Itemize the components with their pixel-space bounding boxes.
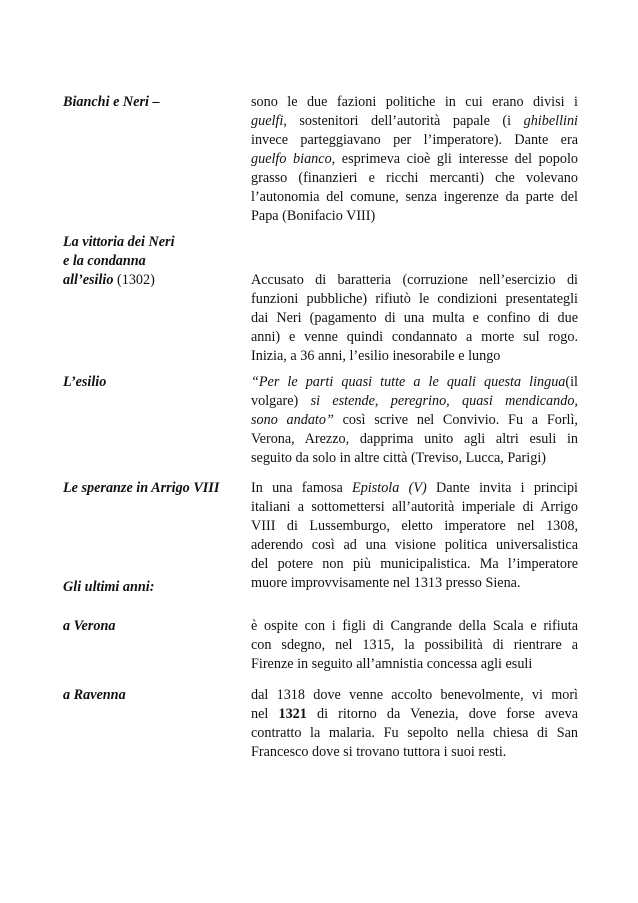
label-line: La vittoria dei Neri: [63, 234, 175, 250]
label-text: Bianchi e Neri –: [63, 94, 160, 110]
text-line: dai Neri (pagamento di una multa e confino di due: [251, 310, 578, 326]
text-line: nel 1321 di ritorno da Venezia, dove forse aveva: [251, 706, 578, 722]
italic-text: si estende, peregrino, quasi mendicando,: [310, 393, 578, 409]
label-year: (1302): [113, 272, 155, 288]
italic-text: guelfi: [251, 113, 284, 129]
text-line: l’autonomia del comune, senza ingerenze da parte del: [251, 189, 578, 205]
label-line: e la condanna: [63, 253, 146, 269]
section-text: [251, 479, 578, 593]
text-line: dal 1318 dove venne accolto benevolmente, vi morì: [251, 687, 578, 703]
section-text: [251, 271, 578, 366]
italic-text: sono andato”: [251, 412, 334, 428]
label-text: a Verona: [63, 618, 116, 634]
text-line: contratto la malaria. Fu sepolto nella chiesa di San: [251, 725, 578, 741]
text-line: Papa (Bonifacio VIII): [251, 208, 376, 224]
section-text: [251, 93, 578, 226]
section-label: [63, 686, 243, 705]
text-line: Firenze in seguito all’amnistia concessa agli esuli: [251, 656, 533, 672]
section-text: [251, 686, 578, 762]
text-line: In una famosa Epistola (V) Dante invita i principi: [251, 480, 578, 496]
italic-text: Epistola (V): [352, 480, 427, 496]
bold-text: 1321: [278, 706, 307, 722]
section-label: [63, 479, 243, 498]
label-text: Gli ultimi anni:: [63, 579, 155, 595]
label-text: Le speranze in Arrigo VIII: [63, 480, 220, 496]
text-line: sono le due fazioni politiche in cui erano divisi i: [251, 94, 578, 110]
section-label: [63, 578, 243, 597]
text-line: muore improvvisamente nel 1313 presso Siena.: [251, 575, 521, 591]
text-line: “Per le parti quasi tutte a le quali questa lingua(il: [251, 374, 578, 390]
text-line: Verona, Arezzo, dapprima unito agli altri esuli in: [251, 431, 578, 447]
label-text: L’esilio: [63, 374, 107, 390]
text-line: VIII di Lussemburgo, eletto imperatore nel 1308,: [251, 518, 578, 534]
section-label: [63, 373, 243, 392]
section-label: [63, 233, 243, 290]
text-line: del potere non più municipalistica. Ma l’imperatore: [251, 556, 578, 572]
text-line: invece parteggiavano per l’imperatore). Dante era: [251, 132, 578, 148]
label-text: a Ravenna: [63, 687, 126, 703]
text-line: è ospite con i figli di Cangrande della Scala e rifiuta: [251, 618, 578, 634]
text-line: Francesco dove si trovano tuttora i suoi resti.: [251, 744, 507, 760]
text-line: con sdegno, nel 1315, la possibilità di rientrare a: [251, 637, 578, 653]
italic-text: “Per le parti quasi tutte a le quali questa lingua: [251, 374, 566, 390]
text-line: funzioni pubbliche) rifiutò le condizioni presentategli: [251, 291, 578, 307]
label-line: all’esilio: [63, 272, 114, 288]
text-line: grasso (finanzieri e ricchi mercanti) che volevano: [251, 170, 578, 186]
text-line: guelfi, sostenitori dell’autorità papale (i ghibellini: [251, 113, 578, 129]
text-line: Inizia, a 36 anni, l’esilio inesorabile e lungo: [251, 348, 501, 364]
section-text: [251, 617, 578, 674]
text-line: seguito da solo in altre città (Treviso, Lucca, Parigi): [251, 450, 546, 466]
text-line: volgare) si estende, peregrino, quasi mendicando,: [251, 393, 578, 409]
italic-text: guelfo bianco: [251, 151, 332, 167]
text-line: sono andato” così scrive nel Convivio. Fu a Forlì,: [251, 412, 578, 428]
text-line: guelfo bianco, esprimeva cioè gli interesse del popolo: [251, 151, 579, 167]
text-line: aderendo così ad una visione politica universalistica: [251, 537, 578, 553]
text-line: Accusato di baratteria (corruzione nell’esercizio di: [251, 272, 578, 288]
section-label: [63, 93, 243, 112]
section-label: [63, 617, 243, 636]
section-text: [251, 373, 578, 468]
italic-text: ghibellini: [523, 113, 578, 129]
text-line: italiani a sottomettersi all’autorità imperiale di Arrigo: [251, 499, 578, 515]
text-line: anni) e venne quindi condannato a morte sul rogo.: [251, 329, 578, 345]
